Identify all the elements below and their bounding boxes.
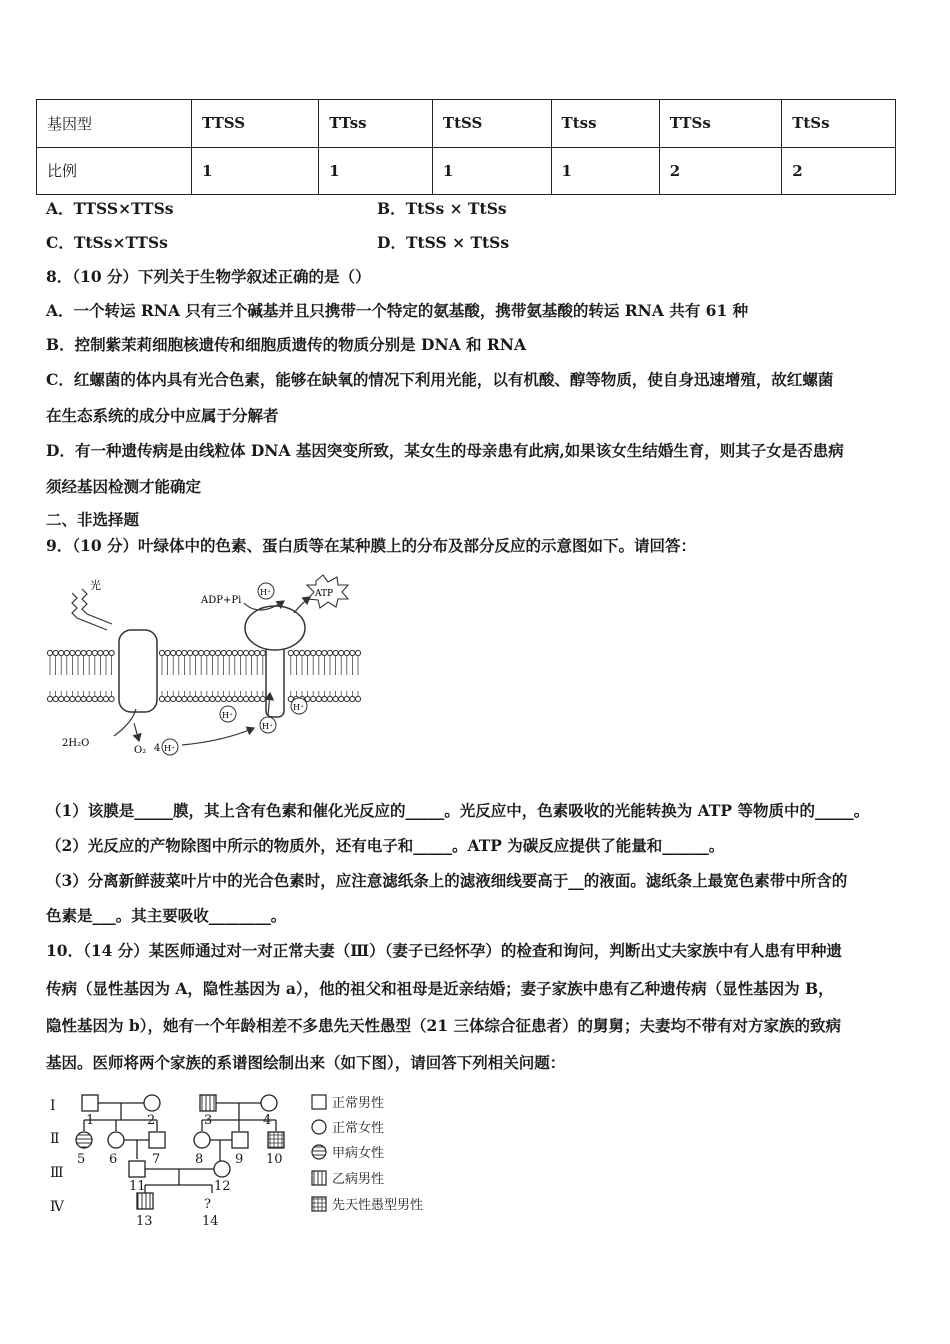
- option-a: A．TTSS×TTSs: [46, 199, 174, 218]
- lipid-heads: [47, 650, 360, 701]
- lipid-head: [171, 696, 176, 701]
- lipid-head: [59, 696, 64, 701]
- q9-stem: 9．（10 分）叶绿体中的色素、蛋白质等在某种膜上的分布及部分反应的示意图如下。请回答：: [46, 536, 697, 555]
- table-cell: 1: [192, 147, 319, 195]
- legend-label: 甲病女性: [332, 1146, 385, 1161]
- lipid-head: [92, 650, 97, 655]
- table-cell: TTSS: [192, 100, 319, 148]
- lipid-head: [350, 650, 355, 655]
- pedigree-disease-a-female: [76, 1132, 92, 1148]
- generation-label: Ⅳ: [50, 1199, 64, 1215]
- lipid-head: [339, 696, 344, 701]
- proton-label: H⁺: [293, 703, 305, 712]
- lipid-head: [311, 650, 316, 655]
- pedigree-number: 6: [109, 1152, 118, 1167]
- lipid-head: [187, 650, 192, 655]
- pedigree-normal-female: [194, 1132, 210, 1148]
- lipid-head: [53, 696, 58, 701]
- lipid-head: [92, 696, 97, 701]
- lipid-head: [255, 650, 260, 655]
- q8-option-d-cont: 须经基因检测才能确定: [46, 477, 202, 496]
- lipid-head: [327, 696, 332, 701]
- lipid-head: [159, 650, 164, 655]
- lipid-head: [299, 650, 304, 655]
- lipid-head: [316, 650, 321, 655]
- table-cell: TTSs: [659, 100, 781, 148]
- pedigree-number: 12: [214, 1179, 231, 1194]
- pedigree-number: 8: [195, 1152, 204, 1167]
- atp-label: ATP: [315, 589, 334, 599]
- q8-option-b: B．控制紫茉莉细胞核遗传和细胞质遗传的物质分别是 DNA 和 RNA: [46, 335, 527, 354]
- lipid-head: [238, 696, 243, 701]
- atp-synthase-head: [245, 606, 305, 650]
- pedigree-number: 9: [235, 1152, 244, 1167]
- lipid-head: [227, 696, 232, 701]
- lipid-head: [288, 650, 293, 655]
- pedigree-number: 14: [202, 1214, 219, 1229]
- lipid-head: [238, 650, 243, 655]
- lipid-head: [333, 696, 338, 701]
- lipid-head: [227, 650, 232, 655]
- option-c: C．TtSs×TTSs: [46, 233, 168, 252]
- lipid-head: [260, 650, 265, 655]
- pedigree-disease-b-male: [200, 1095, 216, 1111]
- lipid-head: [311, 696, 316, 701]
- lipid-head: [316, 696, 321, 701]
- pedigree-number: 4: [263, 1113, 272, 1128]
- lipid-head: [109, 696, 114, 701]
- q8-option-c: C．红螺菌的体内具有光合色素，能够在缺氧的情况下利用光能，以有机酸、醇等物质，使自身迅速增殖，故红螺菌: [46, 370, 834, 389]
- pedigree-number: 3: [204, 1113, 213, 1128]
- lipid-head: [221, 696, 226, 701]
- lipid-head: [75, 650, 80, 655]
- lipid-head: [221, 650, 226, 655]
- pedigree-disease-b-male: [137, 1193, 153, 1209]
- legend-label: 正常女性: [332, 1121, 385, 1136]
- lipid-head: [210, 650, 215, 655]
- proton-label: H⁺: [260, 588, 272, 597]
- legend-label: 先天性愚型男性: [332, 1198, 424, 1213]
- lipid-head: [322, 696, 327, 701]
- lipid-head: [344, 696, 349, 701]
- pedigree-normal-male: [129, 1161, 145, 1177]
- membrane-diagram: [44, 573, 364, 758]
- lipid-head: [193, 650, 198, 655]
- lipid-head: [47, 696, 52, 701]
- table-cell: TtSS: [432, 100, 551, 148]
- four-label: 4: [154, 743, 161, 754]
- light-ray-icon: [82, 589, 112, 624]
- pedigree-normal-male: [82, 1095, 98, 1111]
- lipid-head: [355, 650, 360, 655]
- lipid-head: [64, 696, 69, 701]
- lipid-head: [243, 696, 248, 701]
- proton-label: H⁺: [262, 722, 274, 731]
- lipid-head: [204, 650, 209, 655]
- pedigree-number: 2: [147, 1113, 156, 1128]
- legend-label: 正常男性: [332, 1096, 385, 1111]
- lipid-head: [59, 650, 64, 655]
- lipid-head: [98, 696, 103, 701]
- pedigree-normal-male: [232, 1132, 248, 1148]
- lipid-head: [305, 650, 310, 655]
- pedigree-number: 10: [266, 1152, 283, 1167]
- pedigree-normal-female: [144, 1095, 160, 1111]
- generation-label: Ⅱ: [50, 1131, 60, 1147]
- table-cell: 2: [782, 147, 896, 195]
- pedigree-normal-male: [149, 1132, 165, 1148]
- lipid-head: [333, 650, 338, 655]
- pedigree-normal-female: [214, 1161, 230, 1177]
- proton-label: H⁺: [164, 744, 176, 753]
- table-cell: TtSs: [782, 100, 896, 148]
- lipid-head: [47, 650, 52, 655]
- legend-down-syndrome-male-icon: [312, 1197, 326, 1211]
- light-ray-icon: [72, 593, 107, 630]
- pedigree-normal-female: [261, 1095, 277, 1111]
- pedigree-chart: [44, 1085, 464, 1235]
- lipid-head: [81, 696, 86, 701]
- q9-part1: （1）该膜是_____膜，其上含有色素和催化光反应的_____。光反应中，色素吸收的光能转换为 ATP 等物质中的_____。: [46, 801, 870, 820]
- lipid-head: [210, 696, 215, 701]
- table-header-cell: 基因型: [37, 100, 192, 148]
- lipid-head: [193, 696, 198, 701]
- q8-option-c-cont: 在生态系统的成分中应属于分解者: [46, 406, 279, 425]
- lipid-head: [215, 696, 220, 701]
- lipid-head: [255, 696, 260, 701]
- pedigree-normal-female: [108, 1132, 124, 1148]
- adp-label: ADP+Pi: [201, 595, 242, 606]
- lipid-head: [103, 696, 108, 701]
- pedigree-down-syndrome-male: [268, 1132, 284, 1148]
- lipid-head: [75, 696, 80, 701]
- pedigree-number: 1: [86, 1113, 95, 1128]
- lipid-head: [171, 650, 176, 655]
- lipid-head: [70, 650, 75, 655]
- lipid-head: [103, 650, 108, 655]
- lipid-head: [260, 696, 265, 701]
- pedigree-number: 11: [129, 1179, 146, 1194]
- lipid-head: [305, 696, 310, 701]
- q9-part3-cont: 色素是___。其主要吸收________。: [46, 906, 287, 925]
- option-b: B．TtSs × TtSs: [377, 199, 507, 218]
- lipid-head: [87, 650, 92, 655]
- lipid-head: [176, 650, 181, 655]
- lipid-head: [182, 650, 187, 655]
- lipid-head: [87, 696, 92, 701]
- lipid-head: [327, 650, 332, 655]
- lipid-head: [249, 696, 254, 701]
- legend-normal-male-icon: [312, 1095, 326, 1109]
- legend-disease-b-male-icon: [312, 1171, 326, 1185]
- lipid-head: [98, 650, 103, 655]
- lipid-head: [199, 696, 204, 701]
- generation-label: Ⅰ: [50, 1098, 56, 1114]
- legend-disease-a-female-icon: [312, 1145, 326, 1159]
- option-d: D．TtSS × TtSs: [377, 233, 510, 252]
- genotype-table: [36, 99, 896, 195]
- lipid-head: [294, 650, 299, 655]
- table-header-cell: 比例: [37, 147, 192, 195]
- lipid-head: [70, 696, 75, 701]
- light-label: 光: [90, 579, 101, 592]
- lipid-head: [249, 650, 254, 655]
- table-cell: 1: [432, 147, 551, 195]
- legend-normal-female-icon: [312, 1120, 326, 1134]
- lipid-head: [64, 650, 69, 655]
- pedigree-number: 5: [77, 1152, 86, 1167]
- q10-line3: 隐性基因为 b），她有一个年龄相差不多患先天性愚型（21 三体综合征患者）的舅舅；夫妻均不带有对方家族的致病: [46, 1016, 841, 1035]
- lipid-head: [232, 650, 237, 655]
- table-row: [37, 147, 896, 195]
- table-row: [37, 100, 896, 148]
- lipid-head: [109, 650, 114, 655]
- lipid-head: [232, 696, 237, 701]
- q8-option-a: A．一个转运 RNA 只有三个碱基并且只携带一个特定的氨基酸，携带氨基酸的转运 RNA 共有 61 种: [46, 301, 749, 320]
- photosystem-protein: [119, 630, 157, 712]
- pedigree-number: 7: [152, 1152, 161, 1167]
- lipid-head: [182, 696, 187, 701]
- lipid-head: [322, 650, 327, 655]
- q8-stem: 8．（10 分）下列关于生物学叙述正确的是（）: [46, 267, 371, 286]
- table-cell: 1: [319, 147, 433, 195]
- q9-part2: （2）光反应的产物除图中所示的物质外，还有电子和_____。ATP 为碳反应提供了能量和______。: [46, 836, 725, 855]
- lipid-head: [350, 696, 355, 701]
- lipid-head: [81, 650, 86, 655]
- oxygen-label: O₂: [134, 745, 147, 756]
- lipid-head: [199, 650, 204, 655]
- q10-line2: 传病（显性基因为 A，隐性基因为 a），他的祖父和祖母是近亲结婚；妻子家族中患有乙种遗传病（显性基因为 B，: [46, 979, 834, 998]
- table-cell: Ttss: [551, 100, 659, 148]
- q10-line4: 基因。医师将两个家族的系谱图绘制出来（如下图），请回答下列相关问题：: [46, 1053, 566, 1072]
- legend-label: 乙病男性: [332, 1172, 385, 1187]
- lipid-head: [165, 650, 170, 655]
- lipid-head: [215, 650, 220, 655]
- table-cell: 2: [659, 147, 781, 195]
- lipid-head: [53, 650, 58, 655]
- section-title: 二、非选择题: [46, 510, 140, 529]
- pedigree-number: 13: [136, 1214, 153, 1229]
- generation-label: Ⅲ: [50, 1165, 64, 1181]
- lipid-head: [159, 696, 164, 701]
- lipid-head: [344, 650, 349, 655]
- water-label: 2H₂O: [62, 738, 90, 749]
- lipid-head: [355, 696, 360, 701]
- q8-option-d: D．有一种遗传病是由线粒体 DNA 基因突变所致，某女生的母亲患有此病,如果该女生结婚生育，则其子女是否患病: [46, 441, 844, 460]
- q10-line1: 10．（14 分）某医师通过对一对正常夫妻（Ⅲ）（妻子已经怀孕）的检查和询问，判断出丈夫家族中有人患有甲种遗: [46, 941, 842, 960]
- table-cell: TTss: [319, 100, 433, 148]
- q9-part3: （3）分离新鲜菠菜叶片中的光合色素时，应注意滤纸条上的滤液细线要高于__的液面。滤纸条上最宽色素带中所含的: [46, 871, 848, 890]
- proton-label: H⁺: [222, 711, 234, 720]
- lipid-head: [204, 696, 209, 701]
- table-cell: 1: [551, 147, 659, 195]
- lipid-head: [339, 650, 344, 655]
- lipid-head: [243, 650, 248, 655]
- lipid-head: [176, 696, 181, 701]
- lipid-head: [187, 696, 192, 701]
- lipid-head: [165, 696, 170, 701]
- pedigree-unknown: ?: [204, 1197, 211, 1212]
